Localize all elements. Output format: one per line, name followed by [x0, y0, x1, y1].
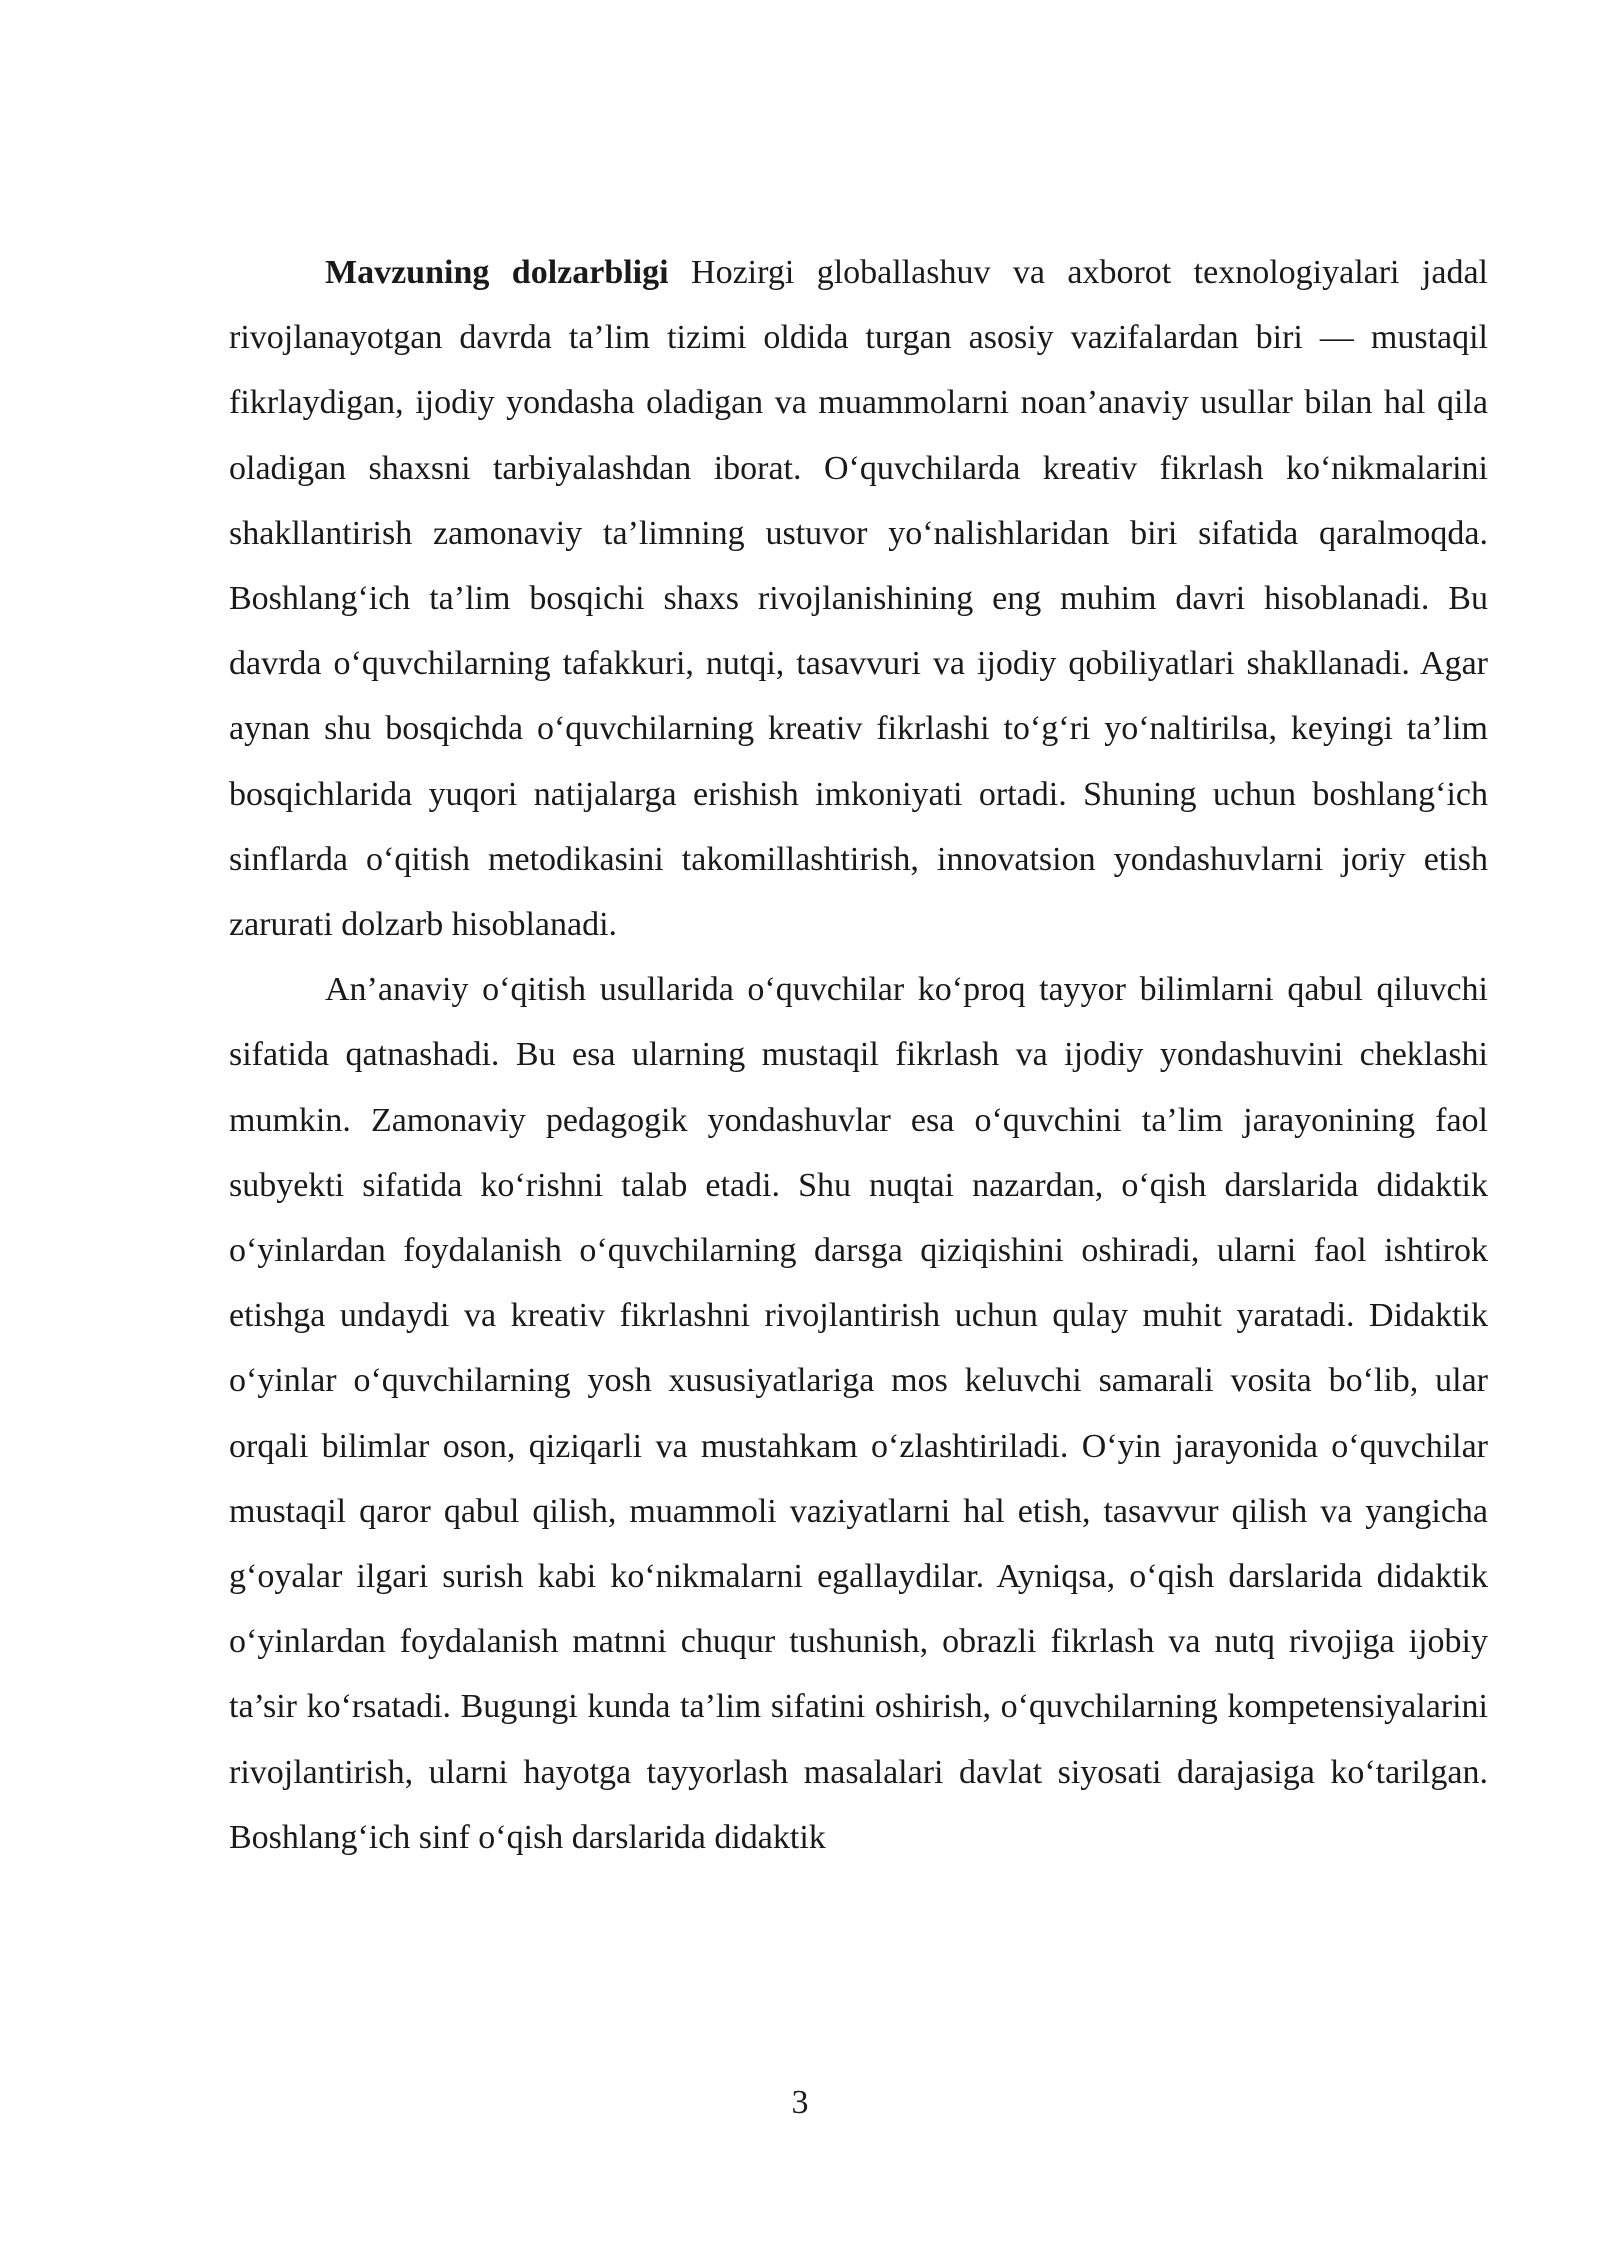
section-lead-heading: Mavzuning dolzarbligi — [325, 254, 669, 291]
page-number: 3 — [791, 2084, 809, 2121]
paragraph-text: An’anaviy o‘qitish usullarida o‘quvchilar ko‘proq tayyor bilimlarni qabul qiluvchi sifatida qatnashadi. Bu esa ularning mustaqil fikrlash va ijodiy yondashuvini cheklashi mumkin. Zamonaviy pedagogik yondashuvlar esa o‘quvchini ta’lim jarayonining faol subyekti sifatida ko‘rishni talab etadi. Shu nuqtai nazardan, o‘qish darslarida didaktik o‘yinlardan foydalanish o‘quvchilarning darsga qiziqishini oshiradi, ularni faol ishtirok etishga undaydi va kreativ fikrlashni rivojlantirish uchun qulay muhit yaratadi. Didaktik o‘yinlar o‘quvchilarning yosh xususiyatlariga mos keluvchi samarali vosita bo‘lib, ular orqali bilimlar oson, qiziqarli va mustahkam o‘zlashtiriladi. O‘yin jarayonida o‘quvchilar mustaqil qaror qabul qilish, muammoli vaziyatlarni hal etish, tasavvur qilish va yangicha g‘oyalar ilgari surish kabi ko‘nikmalarni egallaydilar. Ayniqsa, o‘qish darslarida didaktik o‘yinlardan foydalanish matnni chuqur tushunish, obrazli fikrlash va nutq rivojiga ijobiy ta’sir ko‘rsatadi. Bugungi kunda ta’lim sifatini oshirish, o‘quvchilarning kompetensiyalarini rivojlantirish, ularni hayotga tayyorlash masalalari davlat siyosati darajasiga ko‘tarilgan. Boshlang‘ich sinf o‘qish darslarida didaktik — [229, 971, 1488, 1856]
paragraph-relevance — [229, 240, 1488, 957]
body-text — [229, 240, 1488, 1870]
paragraph-text: Hozirgi globallashuv va axborot texnologiyalari jadal rivojlanayotgan davrda ta’lim tizimi oldida turgan asosiy vazifalardan biri — mustaqil fikrlaydigan, ijodiy yondasha oladigan va muammolarni noan’anaviy usullar bilan hal qila oladigan shaxsni tarbiyalashdan iborat. O‘quvchilarda kreativ fikrlash ko‘nikmalarini shakllantirish zamonaviy ta’limning ustuvor yo‘nalishlaridan biri sifatida qaralmoqda. Boshlang‘ich ta’lim bosqichi shaxs rivojlanishining eng muhim davri hisoblanadi. Bu davrda o‘quvchilarning tafakkuri, nutqi, tasavvuri va ijodiy qobiliyatlari shakllanadi. Agar aynan shu bosqichda o‘quvchilarning kreativ fikrlashi to‘g‘ri yo‘naltirilsa, keyingi ta’lim bosqichlarida yuqori natijalarga erishish imkoniyati ortadi. Shuning uchun boshlang‘ich sinflarda o‘qitish metodikasini takomillashtirish, innovatsion yondashuvlarni joriy etish zarurati dolzarb hisoblanadi. — [229, 254, 1489, 944]
paragraph-traditional-methods — [229, 957, 1488, 1870]
